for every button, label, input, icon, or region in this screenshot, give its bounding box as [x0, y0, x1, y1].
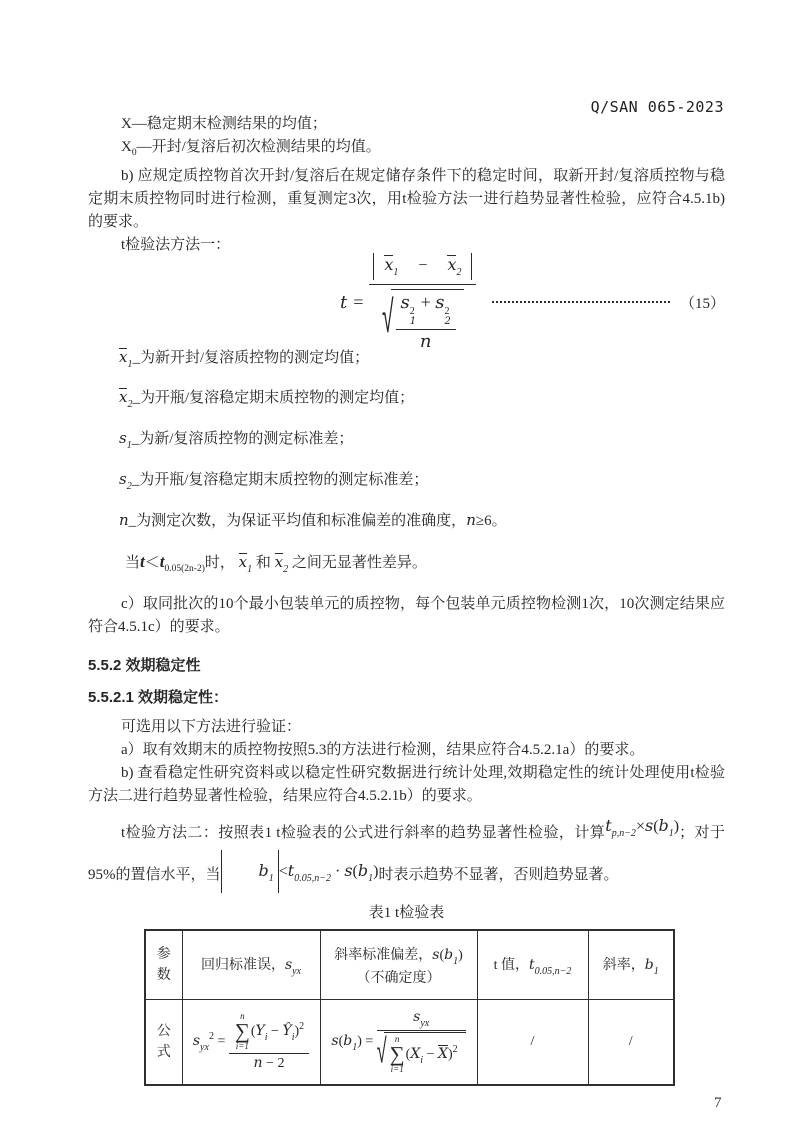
absolute-value: $x_1 - x_2$ [373, 253, 472, 280]
header-param: 参数 [145, 930, 182, 1000]
radicand [391, 289, 464, 352]
t-critical-subscript: 0.05(2n-2) [164, 564, 205, 574]
inline-formula-b1-criterion: $b_1 <t_{0.05,n-2} \cdot s(b_1)$ [221, 863, 379, 880]
cell-t-value-slash: / [477, 1000, 588, 1086]
t-test-table [144, 929, 675, 1086]
equation-15 [88, 254, 725, 352]
definition-s2: $s_2\_$为开瓶/复溶稳定期末质控物的测定标准差； [119, 470, 429, 492]
page-number: 7 [714, 1095, 722, 1111]
cdot-sign: · [334, 863, 341, 880]
square-root: √ n ∑ i=1 $(X_i - X)^2$ [377, 1032, 466, 1075]
cell-sb1-formula: $s(b_1)$ = $s_{yx}$ √ n ∑ i=1 $(X_i - X)^2$ [320, 1000, 477, 1086]
fraction-denominator [369, 284, 476, 352]
section-heading-552: 5.5.2 效期稳定性 [88, 657, 201, 674]
significance-statement: 当$t<t_{0.05(2n-2)}$时， $x_1$ 和 $x_2$ 之间无显著性差异。 [125, 552, 427, 575]
var-t: t [340, 291, 348, 313]
radical-sign: √ [376, 1032, 387, 1072]
less-than-sign: < [278, 863, 288, 880]
doc-code: Q/SAN 065-2023 [590, 98, 724, 116]
row-label-formula: 公式 [145, 1000, 182, 1086]
var-t-bold: t [159, 552, 165, 571]
definition-xbar2: $x_2\_$为开瓶/复溶稳定期末质控物的测定均值； [119, 388, 415, 410]
section-heading-5521: 5.5.2.1 效期稳定性： [88, 689, 229, 706]
var-X: X [121, 139, 132, 155]
definition-xbar1: $x_1\_$为新开封/复溶质控物的测定均值； [119, 348, 370, 370]
paragraph-a2: a）取有效期末的质控物按照5.3的方法进行检测，结果应符合4.5.2.1a）的要求。 [121, 742, 645, 758]
var-n: n [419, 330, 432, 352]
xbar1: x [238, 553, 248, 571]
xbar2: x [447, 254, 457, 274]
equation-number: （15） [679, 295, 725, 312]
summation: n ∑ i=1 [234, 1011, 250, 1051]
paragraph-c: c）取同批次的10个最小包装单元的质控物，每个包装单元质控物检测1次，10次测定结果应符合4.5.1c）的要求。 [88, 596, 725, 635]
table-formula-row [145, 1000, 674, 1086]
fraction: n ∑ i=1 ($Y_i$ − $Ŷ_i)^2$ n − 2 [229, 1012, 309, 1072]
dotted-leader [492, 301, 670, 303]
plus-sign: + [420, 291, 431, 312]
s2-squared: 2 2 [444, 305, 451, 327]
definition-x-text: —稳定期末检测结果的均值； [131, 116, 327, 132]
header-slope: 斜率，$b_1$ [588, 930, 674, 1000]
inline-formula-tps: $t_{p,n-2}\times s(b_1)$ [605, 816, 680, 839]
less-than-sign: ＜ [144, 555, 160, 571]
cell-slope-slash: / [588, 1000, 674, 1086]
definition-n: n_为测定次数，为保证平均值和标准偏差的准确度，n≥6。 [119, 511, 507, 529]
summation: n ∑ i=1 [389, 1034, 405, 1074]
header-regression-se: 回归标准误，$s_{yx}$ [182, 930, 320, 1000]
xbar2: x [119, 388, 128, 406]
definition-x [88, 113, 725, 136]
t-method-1-label: t检验法方法一： [121, 237, 231, 253]
header-slope-sd: 斜率标准偏差，$s(b_1)$ （不确定度） [320, 930, 477, 1000]
paragraph-b: b) 应规定质控物首次开封/复溶后在规定储存条件下的稳定时间，取新开封/复溶质控物与稳定期末质控物同时进行检测，重复测定3次，用t检验方法一进行趋势显著性检验，应符合4.5.1b)的要求。 [88, 168, 725, 230]
header-uncertainty: （不确定度） [356, 970, 441, 986]
inner-fraction: s 2 1 + s 2 2 n [396, 292, 456, 352]
header-t-value: t 值，$t_{0.05,n-2}$ [477, 930, 588, 1000]
absolute-value-b1: $b_1$ [221, 850, 279, 893]
square-root [382, 289, 464, 352]
radical-sign: √ [381, 290, 394, 343]
definition-x0 [88, 136, 725, 165]
fraction: $s_{yx}$ √ n ∑ i=1 $(X_i - X)^2$ [377, 1009, 466, 1075]
xbar1: x [384, 254, 394, 274]
xbar-capital: X [437, 1046, 448, 1063]
fraction-numerator [369, 253, 476, 284]
paragraph-t-method-2: t检验方法二：按照表1 t检验表的公式进行斜率的趋势显著性检验，计算$t_{p,n-2}\times s(b_1)$；对于95%的置信水平，当 $b_1 <t_{0.05,n-2} \cdot s(b_1)$时表示趋势不显著，否则趋势显著。 [88, 812, 725, 896]
xbar1: x [119, 348, 128, 366]
minus-sign: − [418, 256, 428, 274]
var-t-bold: t [140, 552, 145, 571]
xbar2: x [274, 553, 284, 571]
times-sign: × [635, 818, 645, 835]
paragraph-b2: b) 查看稳定性研究资料或以稳定性研究数据进行统计处理,效期稳定性的统计处理使用t检验方法二进行趋势显著性检验，结果应符合4.5.2.1b）的要求。 [88, 765, 725, 804]
s1-squared: 2 1 [409, 305, 417, 327]
definition-x0-text: —开封/复溶后初次检测结果的均值。 [136, 139, 381, 155]
var-X-subscript: 0 [131, 148, 137, 158]
equation-15-formula [340, 253, 476, 352]
fraction [369, 253, 476, 352]
definition-s1: $s_1\_$为新/复溶质控物的测定标准差； [119, 429, 354, 451]
cell-syx-formula: $s_{yx}^2$ = n ∑ i=1 ($Y_i$ − $Ŷ_i)^2$ n − 2 [182, 1000, 320, 1086]
equals-sign: = [353, 291, 364, 312]
table-caption: 表1 t检验表 [368, 905, 445, 921]
verify-methods-line: 可选用以下方法进行验证： [121, 719, 302, 735]
page-content [88, 113, 725, 1086]
table-header-row [145, 930, 674, 1000]
var-X: X [121, 116, 132, 132]
